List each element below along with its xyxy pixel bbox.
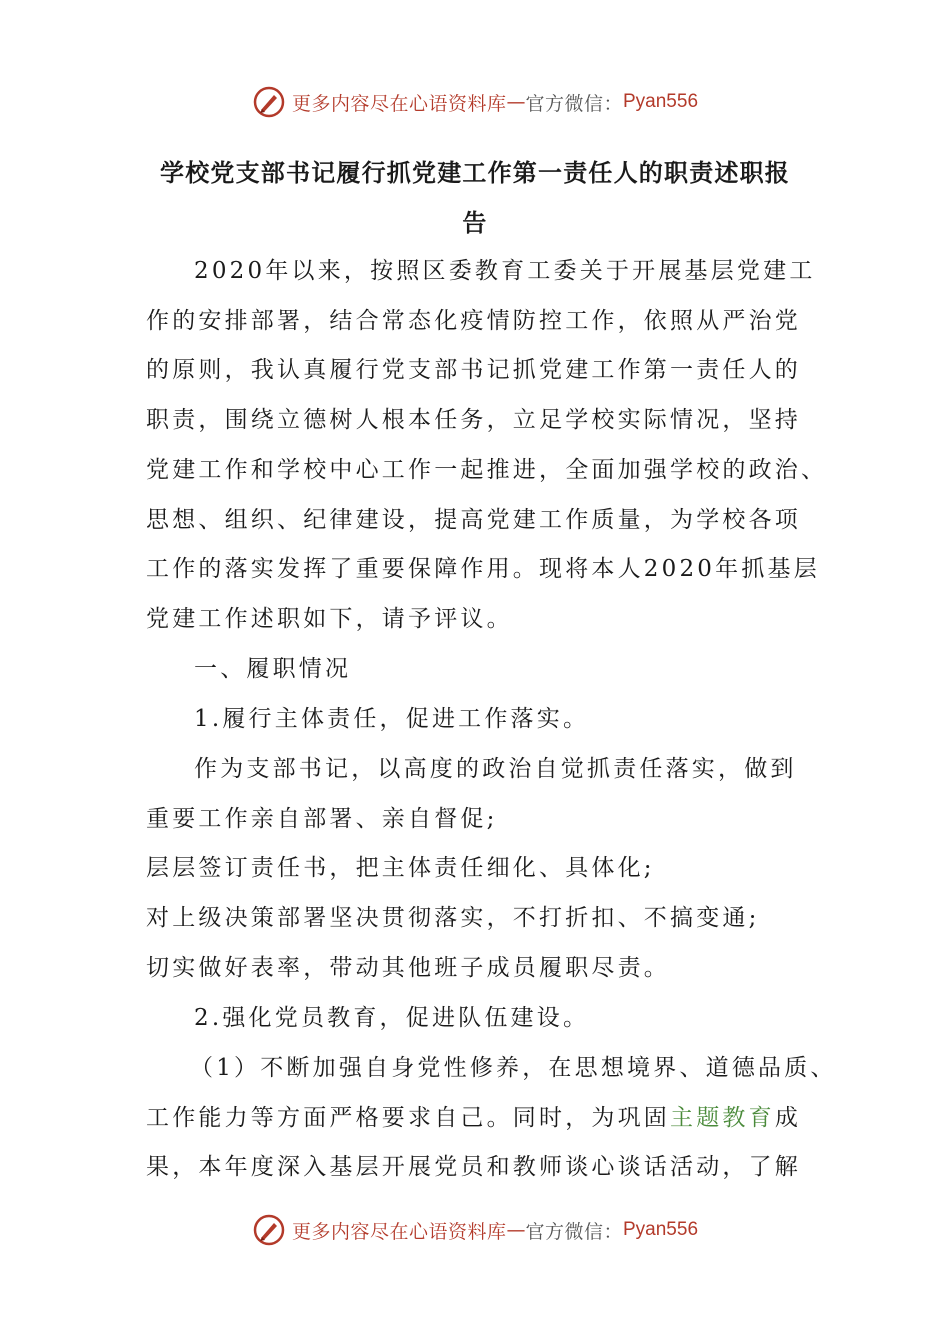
- paragraph-line: 工作的落实发挥了重要保障作用。现将本人2020年抓基层: [146, 556, 820, 582]
- paragraph-line: 重要工作亲自部署、亲自督促;: [146, 806, 498, 832]
- subsection-heading: 2.强化党员教育，促进队伍建设。: [194, 1005, 590, 1031]
- pen-logo-icon: [252, 85, 286, 119]
- paragraph-line: 思想、组织、纪律建设，提高党建工作质量，为学校各项: [146, 507, 801, 533]
- banner-site-name: 更多内容尽在心语资料库: [291, 92, 507, 115]
- paragraph-line: 果，本年度深入基层开展党员和教师谈心谈话活动，了解: [146, 1154, 801, 1180]
- paragraph-line: 切实做好表率，带动其他班子成员履职尽责。: [146, 955, 670, 981]
- banner-site-name: 更多内容尽在心语资料库: [291, 1220, 507, 1243]
- banner-wechat-id: Pyan556: [623, 91, 699, 112]
- footer-banner: [0, 1210, 950, 1250]
- banner-wechat-label: 官方微信：: [525, 92, 623, 115]
- paragraph-line: 对上级决策部署坚决贯彻落实，不打折扣、不搞变通;: [146, 905, 760, 931]
- highlighted-phrase: 主题教育: [670, 1105, 775, 1131]
- document-title-line-2: 告: [462, 208, 488, 237]
- banner-wechat-label: 官方微信：: [525, 1220, 623, 1243]
- paragraph-line: 职责，围绕立德树人根本任务，立足学校实际情况，坚持: [146, 407, 801, 433]
- paragraph-line: [146, 1102, 801, 1134]
- banner-wechat-id: Pyan556: [623, 1219, 699, 1240]
- paragraph-line: 的原则，我认真履行党支部书记抓党建工作第一责任人的: [146, 357, 801, 383]
- paragraph-line: 2020年以来，按照区委教育工委关于开展基层党建工: [194, 258, 816, 284]
- paragraph-line: 作的安排部署，结合常态化疫情防控工作，依照从严治党: [146, 308, 801, 334]
- line-text: 工作能力等方面严格要求自己。同时，为巩固: [146, 1105, 670, 1131]
- paragraph-line: 层层签订责任书，把主体责任细化、具体化;: [146, 855, 655, 881]
- paragraph-line: 作为支部书记，以高度的政治自觉抓责任落实，做到: [194, 756, 797, 782]
- header-banner: [0, 82, 950, 122]
- document-title-line-1: 学校党支部书记履行抓党建工作第一责任人的职责述职报: [160, 158, 790, 187]
- paragraph-line: 党建工作和学校中心工作一起推进，全面加强学校的政治、: [146, 457, 828, 483]
- subsection-heading: 1.履行主体责任，促进工作落实。: [194, 706, 590, 732]
- banner-dash: —: [506, 91, 526, 113]
- line-text: 成: [774, 1105, 802, 1131]
- pen-logo-icon: [252, 1213, 286, 1247]
- section-heading: 一、履职情况: [194, 656, 352, 682]
- banner-dash: —: [506, 1219, 526, 1241]
- paragraph-line: （1）不断加强自身党性修养，在思想境界、道德品质、: [190, 1055, 837, 1081]
- paragraph-line: 党建工作述职如下，请予评议。: [146, 606, 513, 632]
